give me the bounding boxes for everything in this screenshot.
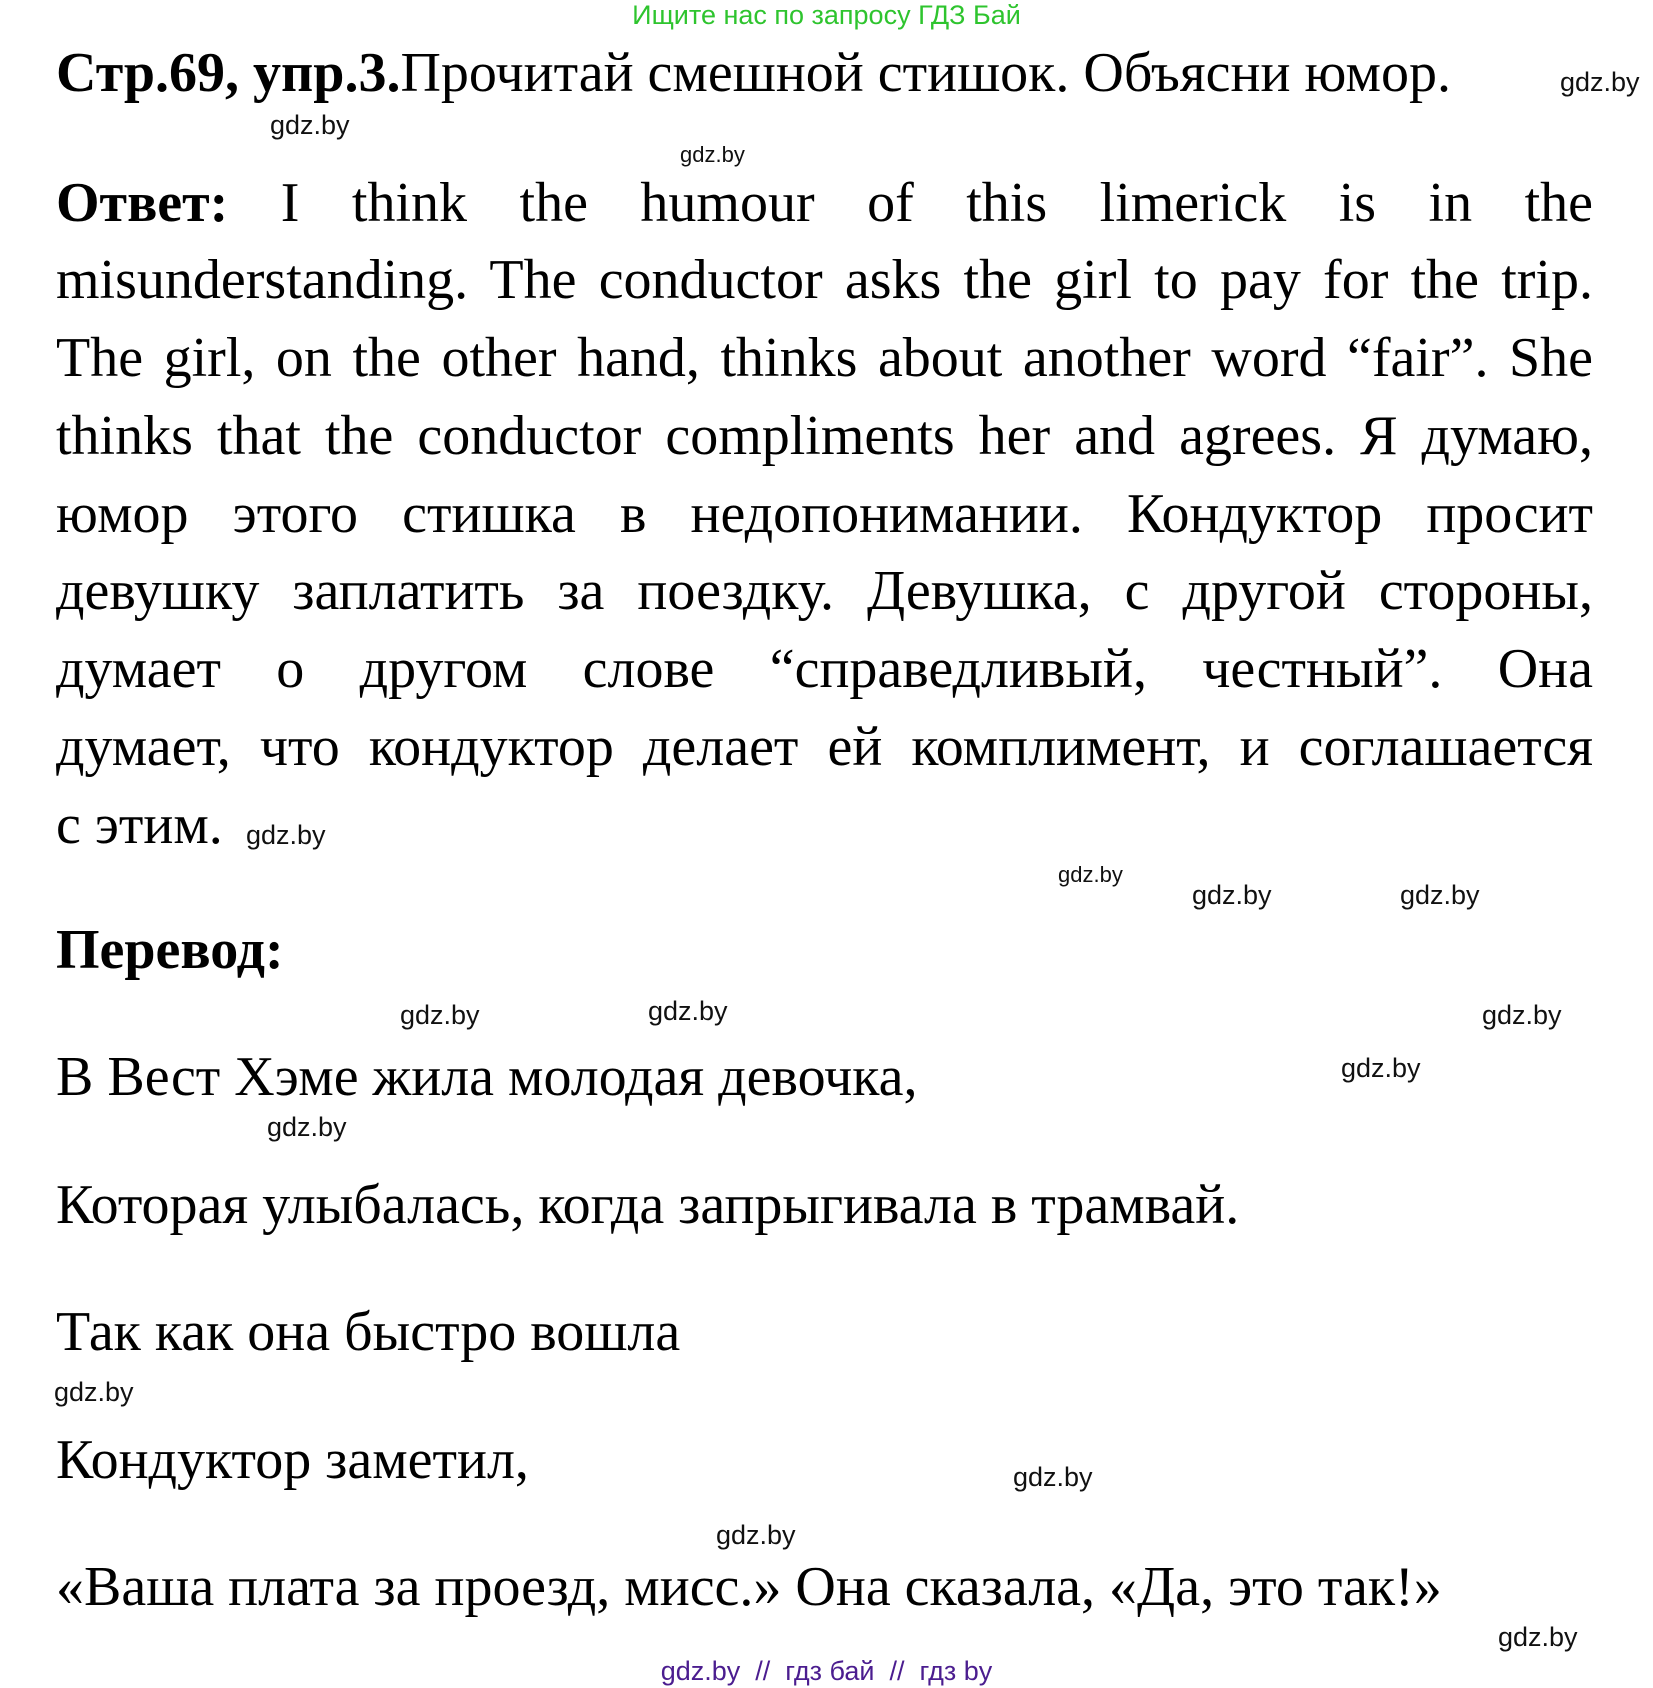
answer-line: Ответ: I think the humour of this limerick is in the: [56, 172, 1593, 234]
exercise-ref: Стр.69, упр.3.: [56, 42, 401, 104]
watermark: gdz.by: [270, 110, 350, 140]
poem-line: «Ваша плата за проезд, мисс.» Она сказала, «Да, это так!»: [56, 1556, 1442, 1618]
watermark: gdz.by: [246, 820, 326, 850]
watermark: gdz.by: [1400, 880, 1480, 910]
answer-line: thinks that the conductor compliments her and agrees. Я думаю,: [56, 405, 1593, 467]
answer-line: юмор этого стишка в недопонимании. Кондуктор просит: [56, 483, 1593, 545]
watermark: gdz.by: [1058, 862, 1123, 887]
watermark: gdz.by: [1560, 67, 1640, 97]
exercise-task: Прочитай смешной стишок. Объясни юмор.: [400, 42, 1451, 104]
watermark: gdz.by: [1013, 1462, 1093, 1492]
poem-line: В Вест Хэме жила молодая девочка,: [56, 1046, 918, 1108]
top-banner[interactable]: Ищите нас по запросу ГДЗ Бай: [632, 0, 1021, 30]
answer-line: девушку заплатить за поездку. Девушка, с другой стороны,: [56, 560, 1593, 622]
answer-line: misunderstanding. The conductor asks the girl to pay for the trip.: [56, 249, 1593, 311]
exercise-title: [56, 42, 1451, 104]
watermark: gdz.by: [648, 996, 728, 1026]
watermark: gdz.by: [1482, 1000, 1562, 1030]
answer-label: Ответ:: [56, 172, 229, 234]
watermark: gdz.by: [716, 1520, 796, 1550]
answer-line: думает о другом слове “справедливый, честный”. Она: [56, 638, 1593, 700]
answer-line: с этим.: [56, 794, 223, 856]
watermark: gdz.by: [1498, 1622, 1578, 1652]
footer-links[interactable]: gdz.by // гдз бай // гдз by: [660, 1656, 993, 1686]
answer-line: The girl, on the other hand, thinks about another word “fair”. She: [56, 327, 1593, 389]
answer-line: думает, что кондуктор делает ей комплимент, и соглашается: [56, 716, 1593, 778]
poem-line: Которая улыбалась, когда запрыгивала в трамвай.: [56, 1174, 1240, 1236]
translation-heading: Перевод:: [56, 919, 284, 981]
watermark: gdz.by: [267, 1112, 347, 1142]
poem-line: Так как она быстро вошла: [56, 1301, 681, 1363]
watermark: gdz.by: [680, 142, 745, 167]
poem-line: Кондуктор заметил,: [56, 1429, 529, 1491]
watermark: gdz.by: [1192, 880, 1272, 910]
watermark: gdz.by: [54, 1377, 134, 1407]
watermark: gdz.by: [1341, 1053, 1421, 1083]
watermark: gdz.by: [400, 1000, 480, 1030]
